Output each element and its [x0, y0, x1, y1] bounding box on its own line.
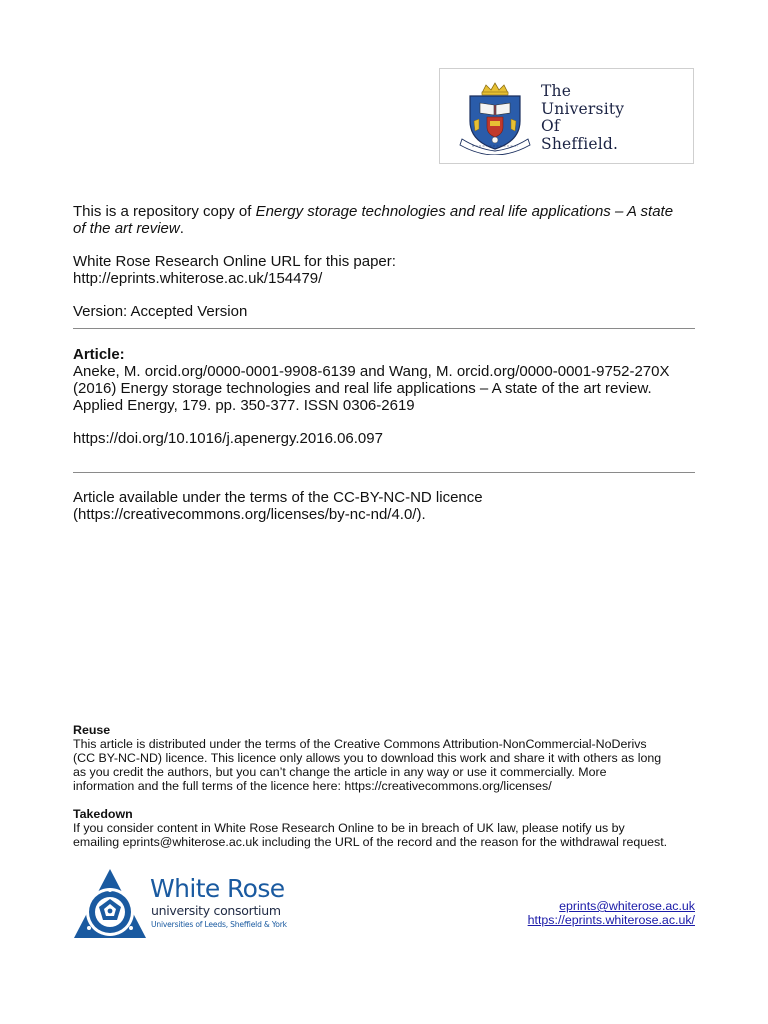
white-rose-logo: [73, 868, 295, 940]
paper-title-line-2: of the art review: [73, 220, 180, 237]
licence-line: (https://creativecommons.org/licenses/by-nc-nd/4.0/).: [73, 506, 426, 523]
divider: [73, 328, 695, 329]
reuse-line: as you credit the authors, but you can’t change the article in any way or use it commercially. More: [73, 765, 607, 779]
paper-url[interactable]: http://eprints.whiterose.ac.uk/154479/: [73, 270, 323, 287]
reuse-line: (CC BY-NC-ND) licence. This licence only allows you to download this work and share it with others as long: [73, 751, 662, 765]
university-name-line: The: [541, 82, 572, 100]
reuse-heading: Reuse: [73, 723, 111, 737]
reuse-line: This article is distributed under the terms of the Creative Commons Attribution-NonCommercial-NoDerivs: [73, 737, 647, 751]
white-rose-title: White Rose: [150, 874, 285, 903]
article-block: [73, 346, 670, 414]
citation-line: (2016) Energy storage technologies and real life applications – A state of the art review.: [73, 380, 652, 397]
takedown-heading: Takedown: [73, 807, 133, 821]
paper-title-line-1: Energy storage technologies and real life applications – A state: [255, 203, 674, 220]
url-block: [73, 253, 396, 287]
university-name-line: Sheffield.: [541, 134, 619, 153]
email-link[interactable]: eprints@whiterose.ac.uk: [559, 899, 695, 913]
article-heading: Article:: [73, 346, 125, 363]
citation-line: Aneke, M. orcid.org/0000-0001-9908-6139 and Wang, M. orcid.org/0000-0001-9752-270X: [73, 363, 670, 380]
citation-line: Applied Energy, 179. pp. 350-377. ISSN 0306-2619: [73, 397, 415, 414]
takedown-line: emailing eprints@whiterose.ac.uk including the URL of the record and the reason for the withdrawal request.: [73, 835, 668, 849]
intro-suffix: .: [179, 220, 184, 237]
eprints-site-link[interactable]: https://eprints.whiterose.ac.uk/: [527, 913, 695, 927]
university-of-sheffield-logo: [439, 68, 694, 164]
university-name-line: Of: [541, 117, 560, 135]
white-rose-subtitle: university consortium: [151, 903, 281, 918]
divider: [73, 472, 695, 473]
reuse-line: information and the full terms of the licence here: https://creativecommons.org/licenses/: [73, 779, 552, 793]
intro-prefix: This is a repository copy of: [73, 203, 256, 220]
licence-block: [73, 489, 483, 523]
white-rose-emblem-icon: [73, 868, 147, 940]
licence-line: Article available under the terms of the CC-BY-NC-ND licence: [73, 489, 483, 506]
version-text: Version: Accepted Version: [73, 303, 248, 320]
reuse-section: [73, 723, 661, 793]
white-rose-universities: Universities of Leeds, Sheffield & York: [151, 920, 287, 929]
doi-link[interactable]: https://doi.org/10.1016/j.apenergy.2016.06.097: [73, 430, 383, 447]
takedown-section: [73, 807, 667, 849]
university-name: [541, 83, 624, 153]
takedown-line: If you consider content in White Rose Research Online to be in breach of UK law, please notify us by: [73, 821, 625, 835]
university-crest-icon: [458, 79, 532, 155]
url-label: White Rose Research Online URL for this paper:: [73, 253, 396, 270]
university-name-line: University: [541, 99, 625, 118]
repository-intro: [73, 203, 713, 237]
